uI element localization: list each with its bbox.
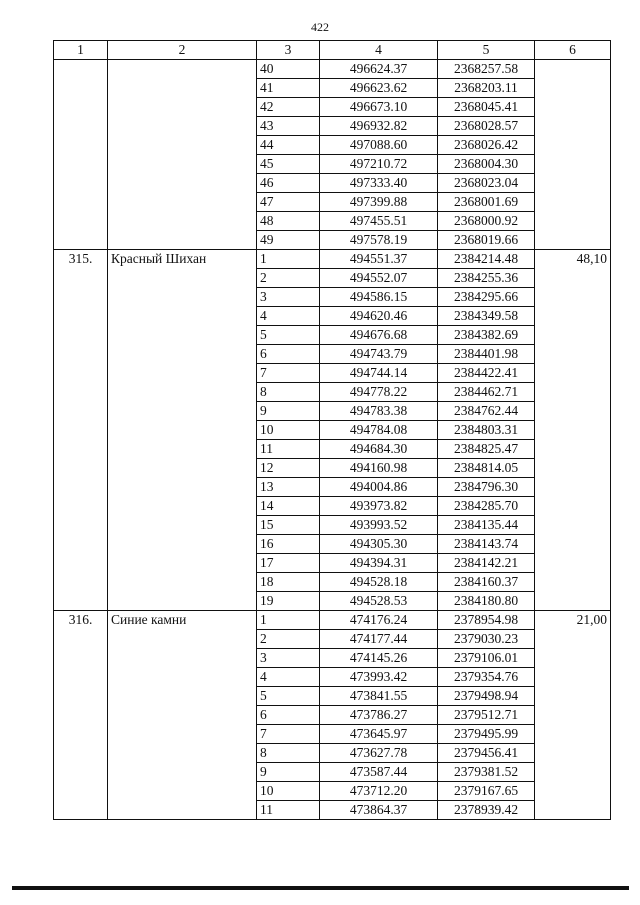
- coordinate-x: 497399.88: [320, 193, 438, 212]
- table-row: [54, 60, 611, 79]
- point-number: 11: [257, 801, 320, 820]
- coordinate-x: 494528.53: [320, 592, 438, 611]
- bottom-rule: [12, 886, 629, 890]
- coordinate-y: 2384814.05: [438, 459, 535, 478]
- table-row: [54, 250, 611, 269]
- column-header-3: 3: [257, 41, 320, 60]
- point-number: 6: [257, 345, 320, 364]
- coordinate-x: 494743.79: [320, 345, 438, 364]
- coordinate-y: 2384285.70: [438, 497, 535, 516]
- point-number: 44: [257, 136, 320, 155]
- coordinate-x: 494684.30: [320, 440, 438, 459]
- column-header-6: 6: [535, 41, 611, 60]
- coordinate-x: 474177.44: [320, 630, 438, 649]
- area-value: 21,00: [535, 611, 611, 820]
- coordinate-x: 497333.40: [320, 174, 438, 193]
- coordinate-y: 2368257.58: [438, 60, 535, 79]
- coordinate-y: 2368028.57: [438, 117, 535, 136]
- coordinate-x: 474176.24: [320, 611, 438, 630]
- point-number: 4: [257, 307, 320, 326]
- coordinate-y: 2368000.92: [438, 212, 535, 231]
- point-number: 1: [257, 611, 320, 630]
- coordinate-x: 473627.78: [320, 744, 438, 763]
- coordinate-x: 496673.10: [320, 98, 438, 117]
- point-number: 4: [257, 668, 320, 687]
- point-number: 3: [257, 649, 320, 668]
- coordinate-x: 494528.18: [320, 573, 438, 592]
- point-number: 14: [257, 497, 320, 516]
- point-number: 13: [257, 478, 320, 497]
- point-number: 3: [257, 288, 320, 307]
- point-number: 8: [257, 383, 320, 402]
- point-number: 45: [257, 155, 320, 174]
- point-number: 10: [257, 421, 320, 440]
- area-value: [535, 60, 611, 250]
- coordinate-y: 2368026.42: [438, 136, 535, 155]
- coordinate-y: 2379495.99: [438, 725, 535, 744]
- point-number: 18: [257, 573, 320, 592]
- point-number: 49: [257, 231, 320, 250]
- point-number: 46: [257, 174, 320, 193]
- object-name: Красный Шихан: [108, 250, 257, 611]
- column-header-4: 4: [320, 41, 438, 60]
- object-name: Синие камни: [108, 611, 257, 820]
- coordinate-x: 496932.82: [320, 117, 438, 136]
- coordinate-x: 494551.37: [320, 250, 438, 269]
- coordinate-y: 2384422.41: [438, 364, 535, 383]
- coordinates-table: [53, 40, 611, 820]
- coordinate-y: 2379512.71: [438, 706, 535, 725]
- coordinate-y: 2368019.66: [438, 231, 535, 250]
- coordinate-x: 497578.19: [320, 231, 438, 250]
- coordinate-x: 473786.27: [320, 706, 438, 725]
- point-number: 6: [257, 706, 320, 725]
- coordinate-y: 2384803.31: [438, 421, 535, 440]
- point-number: 47: [257, 193, 320, 212]
- coordinate-y: 2368203.11: [438, 79, 535, 98]
- group-number: [54, 60, 108, 250]
- group-number: 316.: [54, 611, 108, 820]
- point-number: 10: [257, 782, 320, 801]
- coordinate-x: 497210.72: [320, 155, 438, 174]
- coordinate-y: 2379456.41: [438, 744, 535, 763]
- coordinate-y: 2384462.71: [438, 383, 535, 402]
- coordinate-y: 2368004.30: [438, 155, 535, 174]
- coordinate-x: 494783.38: [320, 402, 438, 421]
- coordinate-x: 494160.98: [320, 459, 438, 478]
- coordinate-y: 2378939.42: [438, 801, 535, 820]
- coordinate-x: 493993.52: [320, 516, 438, 535]
- point-number: 48: [257, 212, 320, 231]
- coordinate-y: 2384255.36: [438, 269, 535, 288]
- column-header-2: 2: [108, 41, 257, 60]
- coordinate-x: 473587.44: [320, 763, 438, 782]
- point-number: 2: [257, 269, 320, 288]
- coordinate-y: 2379167.65: [438, 782, 535, 801]
- coordinate-x: 474145.26: [320, 649, 438, 668]
- coordinate-x: 494784.08: [320, 421, 438, 440]
- coordinate-x: 473645.97: [320, 725, 438, 744]
- table-row: [54, 611, 611, 630]
- point-number: 19: [257, 592, 320, 611]
- coordinate-y: 2368023.04: [438, 174, 535, 193]
- column-header-5: 5: [438, 41, 535, 60]
- point-number: 5: [257, 687, 320, 706]
- coordinate-y: 2384349.58: [438, 307, 535, 326]
- coordinate-x: 494620.46: [320, 307, 438, 326]
- coordinate-x: 473712.20: [320, 782, 438, 801]
- coordinate-y: 2384295.66: [438, 288, 535, 307]
- coordinate-y: 2379106.01: [438, 649, 535, 668]
- point-number: 9: [257, 402, 320, 421]
- coordinate-y: 2384180.80: [438, 592, 535, 611]
- coordinate-x: 494004.86: [320, 478, 438, 497]
- point-number: 7: [257, 725, 320, 744]
- coordinate-x: 494778.22: [320, 383, 438, 402]
- coordinate-y: 2384382.69: [438, 326, 535, 345]
- coordinate-y: 2379498.94: [438, 687, 535, 706]
- coordinate-x: 494552.07: [320, 269, 438, 288]
- area-value: 48,10: [535, 250, 611, 611]
- coordinate-x: 497455.51: [320, 212, 438, 231]
- coordinate-y: 2384796.30: [438, 478, 535, 497]
- coordinate-x: 473841.55: [320, 687, 438, 706]
- page-number: 422: [311, 20, 329, 34]
- coordinate-y: 2379381.52: [438, 763, 535, 782]
- coordinate-y: 2379030.23: [438, 630, 535, 649]
- coordinate-y: 2378954.98: [438, 611, 535, 630]
- coordinate-y: 2379354.76: [438, 668, 535, 687]
- coordinate-y: 2384401.98: [438, 345, 535, 364]
- coordinate-x: 473864.37: [320, 801, 438, 820]
- point-number: 42: [257, 98, 320, 117]
- coordinate-x: 473993.42: [320, 668, 438, 687]
- coordinate-y: 2384762.44: [438, 402, 535, 421]
- point-number: 16: [257, 535, 320, 554]
- coordinate-y: 2368045.41: [438, 98, 535, 117]
- coordinate-y: 2384143.74: [438, 535, 535, 554]
- header-row: [54, 41, 611, 60]
- coordinate-y: 2384142.21: [438, 554, 535, 573]
- coordinate-y: 2384825.47: [438, 440, 535, 459]
- coordinate-x: 496623.62: [320, 79, 438, 98]
- coordinate-x: 493973.82: [320, 497, 438, 516]
- column-header-1: 1: [54, 41, 108, 60]
- coordinate-y: 2384160.37: [438, 573, 535, 592]
- group-number: 315.: [54, 250, 108, 611]
- point-number: 9: [257, 763, 320, 782]
- point-number: 40: [257, 60, 320, 79]
- coordinate-x: 496624.37: [320, 60, 438, 79]
- coordinate-x: 494744.14: [320, 364, 438, 383]
- coordinate-x: 497088.60: [320, 136, 438, 155]
- point-number: 12: [257, 459, 320, 478]
- point-number: 5: [257, 326, 320, 345]
- point-number: 1: [257, 250, 320, 269]
- coordinate-x: 494676.68: [320, 326, 438, 345]
- object-name: [108, 60, 257, 250]
- coordinate-x: 494394.31: [320, 554, 438, 573]
- point-number: 15: [257, 516, 320, 535]
- point-number: 17: [257, 554, 320, 573]
- coordinate-x: 494305.30: [320, 535, 438, 554]
- coordinate-y: 2384214.48: [438, 250, 535, 269]
- point-number: 7: [257, 364, 320, 383]
- table-body: [54, 41, 611, 820]
- coordinate-y: 2384135.44: [438, 516, 535, 535]
- point-number: 43: [257, 117, 320, 136]
- point-number: 2: [257, 630, 320, 649]
- point-number: 8: [257, 744, 320, 763]
- coordinate-x: 494586.15: [320, 288, 438, 307]
- coordinate-y: 2368001.69: [438, 193, 535, 212]
- point-number: 11: [257, 440, 320, 459]
- point-number: 41: [257, 79, 320, 98]
